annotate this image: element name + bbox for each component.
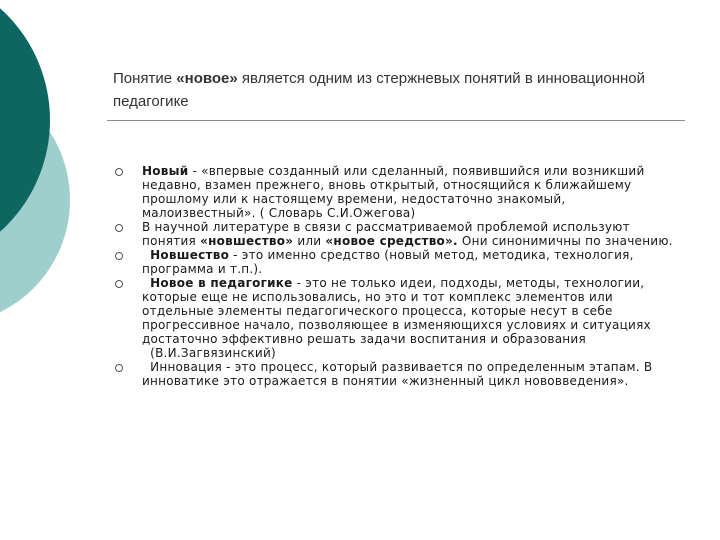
title-text-after: является одним из стержневых понятий в инновационной педагогике (113, 70, 645, 110)
title-text-before: Понятие (113, 70, 177, 87)
definition-list (113, 164, 683, 388)
literature-text-2: или (293, 234, 326, 248)
circle-bullet-icon (115, 252, 123, 260)
literature-text-1: В научной литературе в связи с рассматриваемой проблемой используют понятия (142, 220, 630, 248)
circle-bullet-icon (115, 280, 123, 288)
list-item-new-in-pedagogy (113, 276, 683, 360)
definition-new: - «впервые созданный или сделанный, появившийся или возникший недавно, взамен прежнего, вновь открытый, относящийся к ближайшему прошлому или к настоящему времени, недостаточно знакомый, малоизвестный». ( Словарь С.И.Ожегова) (142, 164, 645, 220)
slide-title (113, 67, 673, 113)
term-new-in-pedagogy: Новое в педагогике (150, 276, 293, 290)
circle-bullet-icon (115, 364, 123, 372)
title-divider (107, 120, 685, 121)
term-novshestvo: Новшество (150, 248, 230, 262)
title-bold-word: «новое» (176, 70, 238, 87)
term-novelty: «новшество» (200, 234, 294, 248)
term-new-means: «новое средство». (325, 234, 458, 248)
citation-zagvyazinsky: (В.И.Загвязинский) (150, 346, 276, 360)
definition-novshestvo: - это именно средство (новый метод, методика, технология, программа и т.п.). (142, 248, 634, 276)
definition-innovation: Инновация - это процесс, который развивается по определенным этапам. В инноватике это отражается в понятии «жизненный цикл нововведения». (142, 360, 653, 388)
circle-bullet-icon (115, 168, 123, 176)
list-item-new (113, 164, 683, 220)
literature-text-3: Они синонимичны по значению. (457, 234, 673, 248)
circle-bullet-icon (115, 224, 123, 232)
definition-new-in-pedagogy: - это не только идеи, подходы, методы, технологии, которые еще не использовались, но это и тот комплекс элементов или отдельные элементы педагогического процесса, которые несут в себе прогрессивное начало, позволяющее в изменяющихся условиях и ситуациях достаточно эффективно решать задачи воспитания и образования (142, 276, 651, 346)
list-item-literature (113, 220, 683, 248)
term-new: Новый (142, 164, 189, 178)
list-item-innovation (113, 360, 683, 388)
list-item-novelty (113, 248, 683, 276)
